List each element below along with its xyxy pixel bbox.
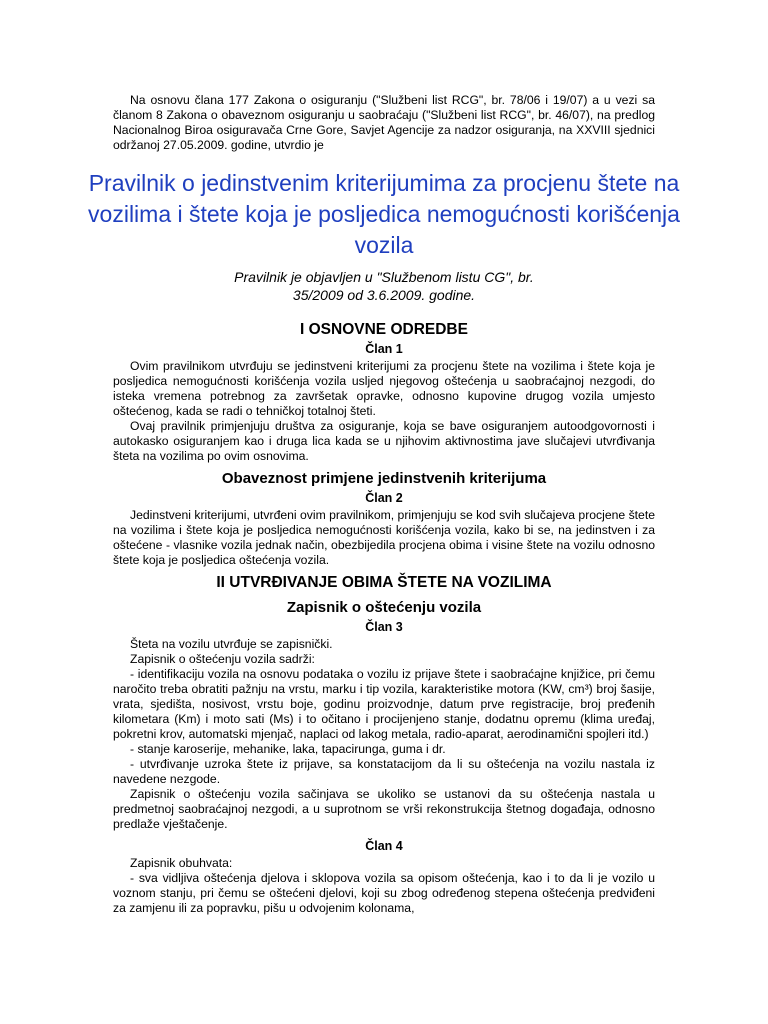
publication-line-1: Pravilnik je objavljen u "Službenom listu CG", br. — [234, 269, 534, 285]
publication-note — [113, 268, 655, 304]
intro-section — [113, 93, 655, 153]
article-3-paragraph-2: Zapisnik o oštećenju vozila sadrži: — [130, 652, 315, 666]
document-body — [113, 320, 655, 916]
article-3-paragraph-3: - identifikaciju vozila na osnovu podataka o vozilu iz prijave štete i saobraćajne knjižice, pri čemu naročito treba obratiti pažnju na vrstu, marku i tip vozila, karakteristike motora (KW, cm³) broj šasije, vrata, sjedišta, nosivost, vrstu boje, godinu proizvodnje, datum prve registracije, broj pređenih kilometara (Km) i moto sati (Ms) i to očitano i procijenjeno stanje, dodatnu opremu (klima uređaj, pokretni krov, automatski mjenjač, naplaci od lakog metala, radio-aparat, aerodinamični spojleri itd.) — [113, 667, 655, 741]
article-3-paragraph-4: - stanje karoserije, mehanike, laka, tapacirunga, guma i dr. — [130, 742, 446, 756]
article-1-label: Član 1 — [365, 342, 403, 356]
article-3-paragraph-5: - utvrđivanje uzroka štete iz prijave, sa konstatacijom da li su oštećenja na vozilu nastala iz navedene nezgode. — [113, 757, 655, 786]
article-3-paragraph-1: Šteta na vozilu utvrđuje se zapisnički. — [130, 637, 333, 651]
article-4-paragraph-1: Zapisnik obuhvata: — [130, 856, 233, 870]
publication-line-2: 35/2009 od 3.6.2009. godine. — [292, 287, 476, 303]
article-1-paragraph-1: Ovim pravilnikom utvrđuju se jedinstveni kriterijumi za procjenu štete na vozilima i štete koja je posljedica nemogućnosti korišćenja vozila usljed njegovog oštećenja u saobraćajnoj nezgodi, do isteka vremena potrebnog za završetak opravke, odnosno kupovine drugog vozila umjesto oštećenog, kada se radi o tehničkoj totalnoj šteti. — [113, 359, 655, 418]
section-1-subheading: Obaveznost primjene jedinstvenih kriterijuma — [221, 470, 547, 487]
article-3-label: Član 3 — [365, 620, 403, 634]
section-1-heading: I OSNOVNE ODREDBE — [300, 321, 468, 338]
article-4-label: Član 4 — [365, 839, 403, 853]
intro-paragraph: Na osnovu člana 177 Zakona o osiguranju ("Službeni list RCG", br. 78/06 i 19/07) a u vezi sa članom 8 Zakona o obaveznom osiguranju u saobraćaju ("Službeni list RCG", br. 46/07), na predlog Nacionalnog Biroa osiguravača Crne Gore, Savjet Agencije za nadzor osiguranja, na XXVIII sjednici održanoj 27.05.2009. godine, utvrdio je — [113, 93, 655, 152]
section-2-subheading: Zapisnik o oštećenju vozila — [286, 599, 482, 616]
article-3-paragraph-6: Zapisnik o oštećenju vozila sačinjava se ukoliko se ustanovi da su oštećenja nastala u predmetnoj saobraćajnoj nezgodi, a u suprotnom se vrši rekonstrukcija štetnog događaja, odnosno predlaže vještačenje. — [113, 787, 655, 831]
article-4-paragraph-2: - sva vidljiva oštećenja djelova i sklopova vozila sa opisom oštećenja, kao i to da li je vozilo u voznom stanju, pri čemu se oštećeni djelovi, koji su zbog određenog stepena oštećenja predviđeni za zamjenu ili za popravku, pišu u odvojenim kolonama, — [113, 871, 655, 915]
section-2-heading: II UTVRĐIVANJE OBIMA ŠTETE NA VOZILIMA — [216, 574, 552, 591]
article-2-label: Član 2 — [365, 491, 403, 505]
article-1-paragraph-2: Ovaj pravilnik primjenjuju društva za osiguranje, koja se bave osiguranjem autoodgovornosti i autokasko osiguranjem kao i druga lica kada se u njihovim aktivnostima jave slučajevi utvrđivanja šteta na vozilima po ovim osnovima. — [113, 419, 655, 463]
document-title: Pravilnik o jedinstvenim kriterijumima za procjenu štete na vozilima i štete koja je posljedica nemogućnosti korišćenja vozila — [88, 170, 680, 258]
article-2-paragraph-1: Jedinstveni kriterijumi, utvrđeni ovim pravilnikom, primjenjuju se kod svih slučajeva procjene štete na vozilima i štete koja je posljedica nemogućnosti korišćenja vozila, kako bi se, na jedinstven i za oštećene - vlasnike vozila jednak način, obezbijedila procjena obima i visine štete na vozilu odnosno štete koja je posljedica oštećenja vozila. — [113, 508, 655, 567]
